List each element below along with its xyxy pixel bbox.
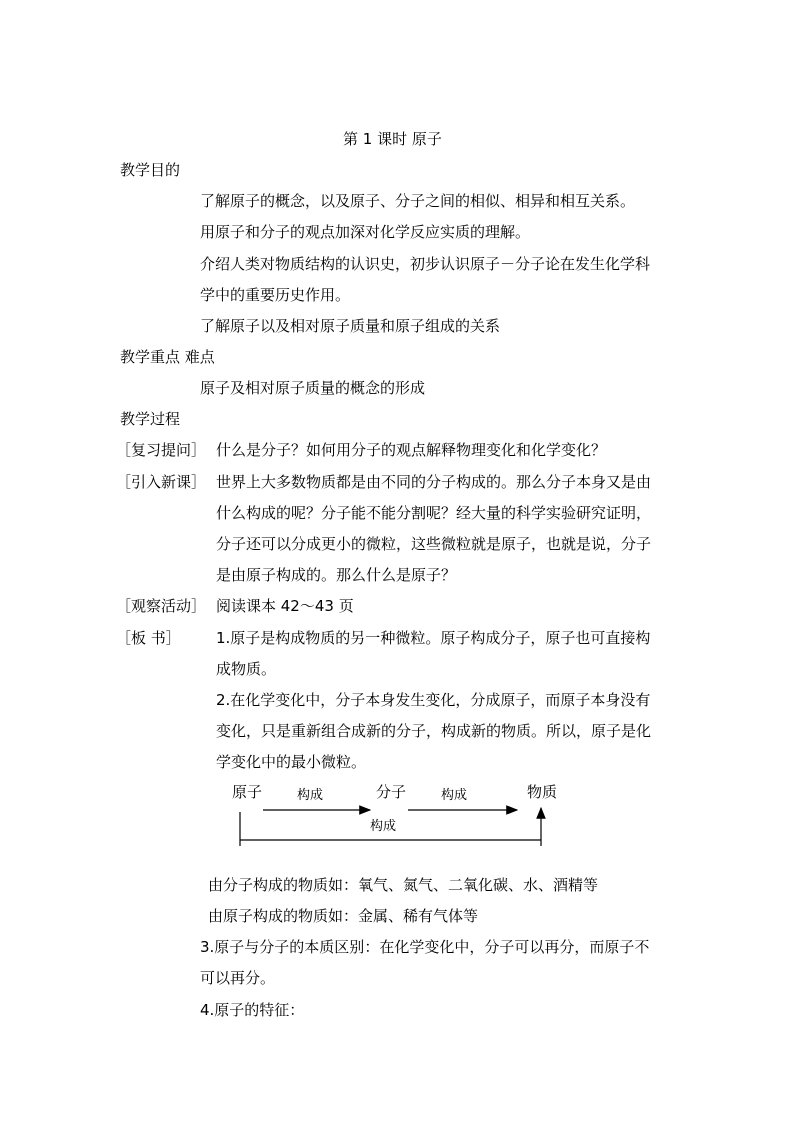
- substance-label: 物质: [527, 783, 558, 801]
- process-heading: 教学过程: [120, 410, 181, 428]
- board-point-1: 1.原子是构成物质的另一种微粒。原子构成分子，原子也可直接构: [216, 629, 651, 647]
- board-point-2: 2.在化学变化中，分子本身发生变化，分成原子，而原子本身没有: [216, 691, 651, 709]
- board-point-3: 3.原子与分子的本质区别：在化学变化中，分子可以再分，而原子不: [200, 938, 650, 956]
- board-point-3: 可以再分。: [200, 969, 276, 987]
- board-point-4: 4.原子的特征：: [200, 1001, 305, 1019]
- observe-text: 阅读课本 42～43 页: [216, 597, 354, 615]
- intro-line: 分子还可以分成更小的微粒，这些微粒就是原子，也就是说，分子: [216, 535, 652, 553]
- intro-line: 世界上大多数物质都是由不同的分子构成的。那么分子本身又是由: [216, 473, 652, 491]
- intro-line: 是由原子构成的。那么什么是原子？: [216, 566, 457, 584]
- compose-label-1: 构成: [297, 788, 324, 803]
- example-atomic: 由原子构成的物质如：金属、稀有气体等: [208, 907, 479, 925]
- objective-item: 了解原子以及相对原子质量和原子组成的关系: [200, 317, 501, 335]
- molecule-label: 分子: [376, 783, 407, 801]
- board-point-2: 变化，只是重新组合成新的分子，构成新的物质。所以，原子是化: [216, 722, 652, 740]
- objectives-heading: 教学目的: [120, 161, 181, 179]
- review-tag: ［复习提问］: [116, 441, 207, 459]
- board-point-2: 学变化中的最小微粒。: [216, 753, 367, 771]
- intro-tag: ［引入新课］: [116, 473, 207, 491]
- compose-label-3: 构成: [370, 819, 397, 834]
- atom-label: 原子: [232, 783, 263, 801]
- objective-item: 学中的重要历史作用。: [200, 286, 351, 304]
- observe-tag: ［观察活动］: [116, 597, 207, 615]
- compose-label-2: 构成: [441, 788, 468, 803]
- key-points-heading: 教学重点 难点: [120, 348, 215, 366]
- objective-item: 了解原子的概念，以及原子、分子之间的相似、相异和相互关系。: [200, 192, 636, 210]
- key-points-content: 原子及相对原子质量的概念的形成: [200, 379, 426, 397]
- board-tag: ［板 书］: [116, 629, 181, 647]
- intro-line: 什么构成的呢？分子能不能分割呢？经大量的科学实验研究证明，: [216, 504, 652, 522]
- objective-item: 介绍人类对物质结构的认识史，初步认识原子－分子论在发生化学科: [200, 255, 651, 273]
- objective-item: 用原子和分子的观点加深对化学反应实质的理解。: [200, 223, 531, 241]
- example-molecular: 由分子构成的物质如：氧气、氮气、二氧化碳、水、酒精等: [208, 876, 599, 894]
- page-title: 第 1 课时 原子: [343, 130, 442, 148]
- board-point-1: 成物质。: [216, 660, 277, 678]
- review-text: 什么是分子？如何用分子的观点解释物理变化和化学变化？: [216, 441, 607, 459]
